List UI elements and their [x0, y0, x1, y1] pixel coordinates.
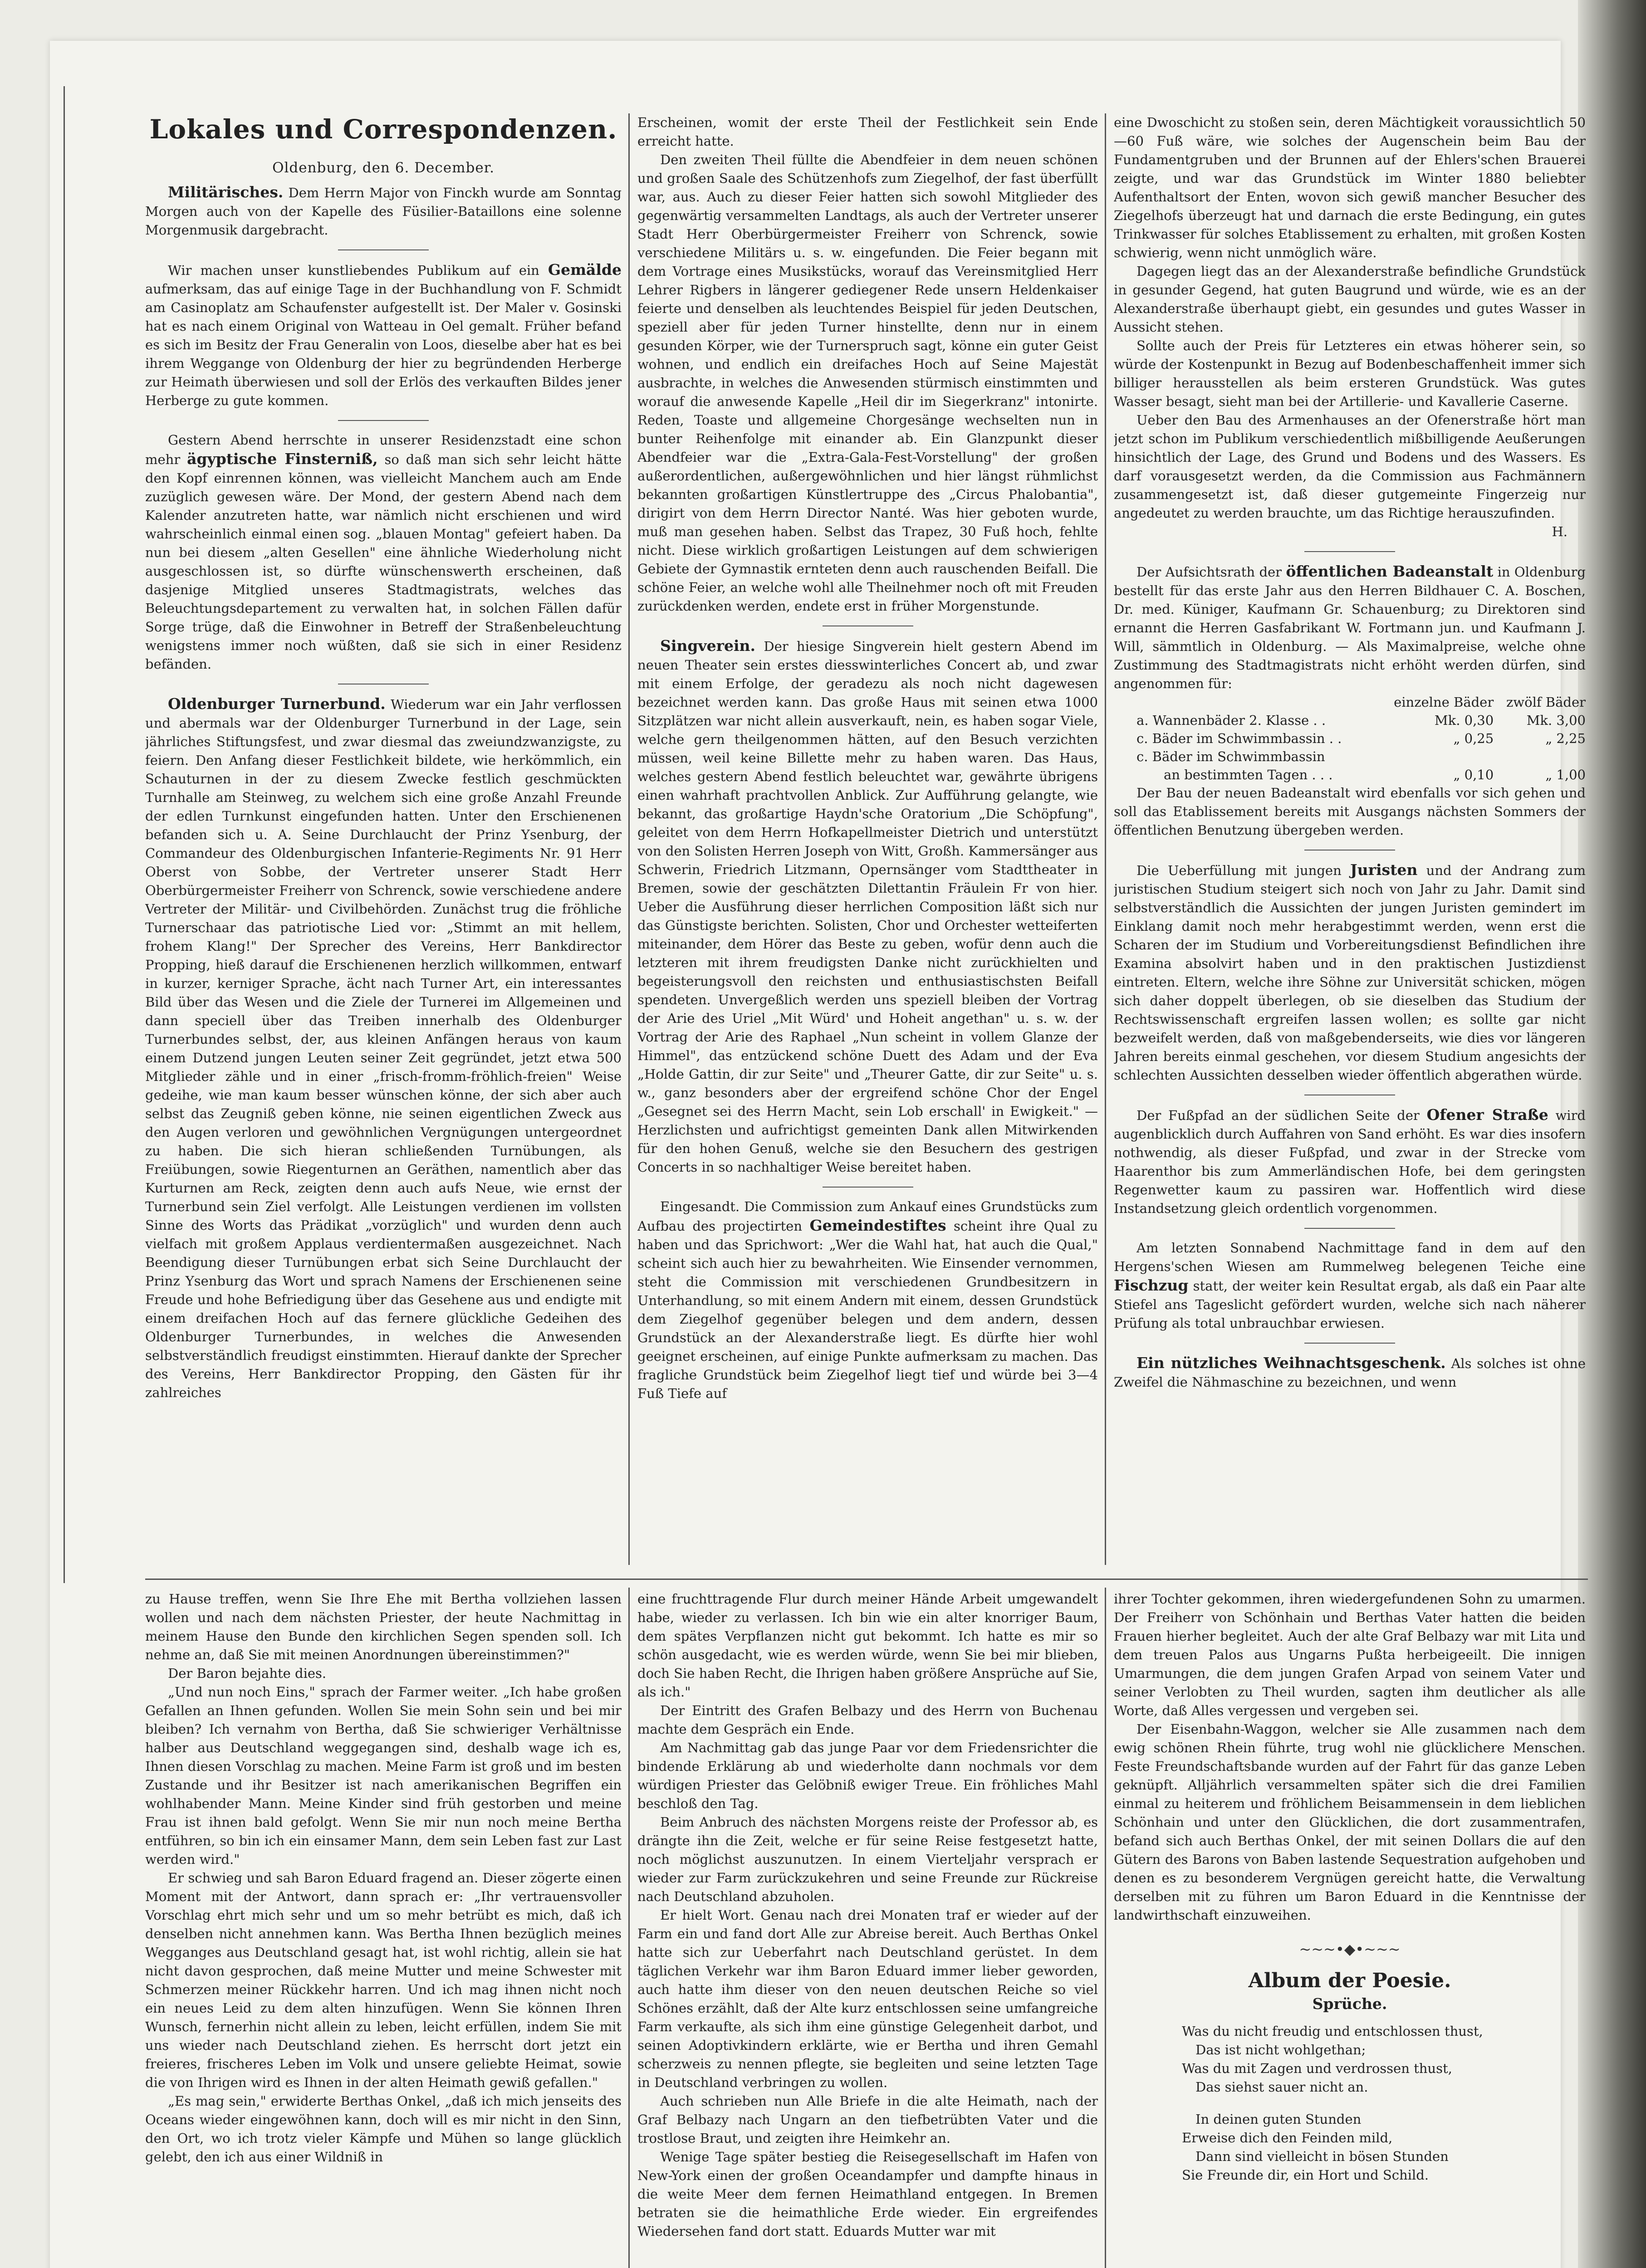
- poem-stanza: [1182, 2022, 1586, 2097]
- column-rule-2: [1105, 113, 1106, 1565]
- price-table: [1114, 693, 1586, 784]
- story-paragraph: „Es mag sein," erwiderte Berthas Onkel, „daß ich mich jenseits des Oceans wieder eingewöhnen kann, doch will es mir nicht in den Sinn, den Ort, wo ich trotz vieler Kämpfe und Mühen so lange glücklich gelebt, den ich aus einer Wildniß in: [145, 2093, 622, 2165]
- story-paragraph: Am Nachmittag gab das junge Paar vor dem Friedensrichter die bindende Erklärung ab und wiederholte dann nochmals vor dem würdigen Priester das Gelöbniß ewiger Treue. Ein fröhliches Mahl beschloß den Tag.: [637, 1740, 1098, 1811]
- price-row: a. Wannenbäder 2. Klasse . . Mk. 0,30 Mk. 3,00: [1137, 713, 1586, 728]
- headline-ofener-strasse: Ofener Straße: [1426, 1106, 1548, 1124]
- headline-singverein: Singverein.: [660, 637, 756, 655]
- feuilleton-column-2: [637, 1590, 1098, 2268]
- column-1: [145, 113, 622, 1569]
- feuilleton-rule-1: [628, 1588, 630, 2268]
- story-paragraph: Er hielt Wort. Genau nach drei Monaten traf er wieder auf der Farm ein und fand dort Alle zur Abreise bereit. Auch Berthas Onkel hatte sich zur Ueberfahrt nach Deutschland gerüstet. In dem täglichen Verkehr war ihm Baron Eduard immer lieber geworden, auch hatte ihm dieser von den neuen deutschen Reiche so viel Schönes erzählt, daß der Alte kurz entschlossen seine umfangreiche Farm verkaufte, als sich ihm eine günstige Gelegenheit darbot, und seinen Adoptivkindern erklärte, wie er Bertha und ihren Gemahl scherzweis zu nennen pflegte, sie begleiten und seine letzten Tage in Deutschland verbringen zu wollen.: [637, 1907, 1098, 2090]
- article-weihnachtsgeschenk: Ein nützliches Weihnachtsgeschenk. Als solches ist ohne Zweifel die Nähmaschine zu bezeichnen, und wenn: [1114, 1354, 1586, 1390]
- headline-militaer: Militärisches.: [168, 183, 284, 201]
- story-paragraph: Auch schrieben nun Alle Briefe in die alte Heimath, nach der Graf Belbazy nach Ungarn an den tiefbetrübten Vater und die trostlose Braut, und zeigten ihre Heimkehr an.: [637, 2093, 1098, 2146]
- divider: [823, 1187, 913, 1188]
- price-row: c. Bäder im Schwimmbassin . . „ 0,25 „ 2,25: [1137, 731, 1586, 746]
- section-title: Lokales und Correspondenzen.: [149, 114, 617, 145]
- poem-line: Sie Freunde dir, ein Hort und Schild.: [1182, 2167, 1429, 2183]
- story-paragraph: zu Hause treffen, wenn Sie Ihre Ehe mit Bertha vollziehen lassen wollen und nach dem nächsten Priester, der heute Nachmittag in meinem Hause den Bunde den kirchlichen Segen spenden soll. Ich nehme an, daß Sie mit meinen Anordnungen übereinstimmen?": [145, 1591, 622, 1662]
- feuilleton-rule: [145, 1579, 1588, 1580]
- story-paragraph: Er schwieg und sah Baron Eduard fragend an. Dieser zögerte einen Moment mit der Antwort, dann sprach er: „Ihr vertrauensvoller Vorschlag ehrt mich sehr und um so mehr betrübt es mich, daß ich denselben nicht annehmen kann. Was Bertha Ihnen bezüglich meines Wegganges aus Deutschland gesagt hat, ist wohl richtig, allein sie hat nicht davon gesprochen, daß meine Mutter und meine Schwester mit Schmerzen meiner Rückkehr harren. Und ich mag ihnen nicht noch ein neues Leid zu dem alten hinzufügen. Wenn Sie können Ihren Wunsch, fernerhin nicht allein zu leben, leicht erfüllen, indem Sie mit uns wieder nach Deutschland ziehen. Es herrscht dort jetzt ein freieres, frischeres Leben im Volk und unsere geliebte Heimat, sowie die von Ihrigen wird es Ihnen in der alten Heimath gewiß gefallen.": [145, 1870, 622, 2090]
- article-gemaelde: Wir machen unser kunstliebendes Publikum auf ein Gemälde aufmerksam, das auf einige Tage in der Buchhandlung von F. Schmidt am Casinoplatz am Schaufenster aufgestellt ist. Der Maler v. Gosinski hat es nach einem Original von Watteau in Oel gemalt. Früher befand es sich im Besitz der Frau Generalin von Loos, dieselbe aber hat es bei ihrem Weggange von Oldenburg der hier zu begründenden Herberge zur Heimath überwiesen und soll der Erlös des verkauften Bildes jener Herberge zu gute kommen.: [145, 261, 622, 408]
- dateline: Oldenburg, den 6. December.: [272, 160, 495, 176]
- price-header-twelve: zwölf Bäder: [1506, 694, 1586, 710]
- divider: [1304, 551, 1395, 552]
- article-juristen: Die Ueberfüllung mit jungen Juristen und der Andrang zum juristischen Studium steigert sich noch von Jahr zu Jahr. Damit sind selbstverständlich die Aussichten der jungen Juristen gemindert im Einklang damit noch mehr herabgestimmt werden, wenn erst die Scharen der im Studium und Vorbereitungsdienst Befindlichen ihre Examina absolvirt haben und in den praktischen Justizdienst eintreten. Eltern, welche ihre Söhne zur Universität schicken, mögen sich daher doppelt überlegen, ob sie dieselben das Studium der Rechtswissenschaft ergreifen lassen wollen; es sollte gar nicht bezweifelt werden, daß von maßgebenderseits, wie dies vor längeren Jahren bereits einmal geschehen, vor diesem Studium angesichts der schlechten Aussichten desselben wieder öffentlich abgerathen würde.: [1114, 861, 1586, 1083]
- article-turnerbund: Oldenburger Turnerbund. Wiederum war ein Jahr verflossen und abermals war der Oldenburger Turnerbund in der Lage, sein jährliches Stiftungsfest, und zwar diesmal das zweiundzwanzigste, zu feiern. Den Anfang dieser Festlichkeit bildete, wie herkömmlich, ein Schauturnen in der zu diesem Zwecke festlich geschmückten Turnhalle am Steinweg, zu welchem sich eine große Anzahl Freunde der edlen Turnkunst eingefunden hatten. Unter den Erschienenen befanden sich u. A. Seine Durchlaucht der Prinz Ysenburg, der Commandeur des Oldenburgischen Infanterie-Regiments Nr. 91 Herr Oberst von Sobbe, der Vertreter unserer Stadt Herr Oberbürgermeister Freiherr von Schrenck, sowie verschiedene andere Vertreter der Militär- und Civilbehörden. Zunächst trug die fröhliche Turnerschaar das patriotische Lied vor: „Stimmt an mit hellem, frohem Klang!" Der Sprecher des Vereins, Herr Bankdirector Propping, hieß darauf die Erschienenen herzlich willkommen, entwarf in kurzer, kerniger Sprache, ächt nach Turner Art, ein interessantes Bild über das Wesen und die Ziele der Turnerei im Allgemeinen und dann speciell über das Treiben innerhalb des Oldenburger Turnerbundes selbst, der, aus kleinen Anfängen heraus von kaum einem Dutzend jungen Leuten seiner Zeit gegründet, jetzt etwa 500 Mitglieder zähle und in einer „frisch-fromm-fröhlich-freien" Weise gedeihe, wie man kaum besser wünschen könne, der sich aber auch selbst das Zeugniß geben könne, nie seinen eigentlichen Zweck aus den Augen verloren und gewöhnlichen Vergnügungen untergeordnet zu haben. Die sich hieran schließenden Turnübungen, als Freiübungen, sowie Riegenturnen an Geräthen, namentlich aber das Kurturnen am Reck, zeigten denn auch aufs Neue, wie ernst der Turnerbund sein Ziel verfolgt. Alle Leistungen verdienen im vollsten Sinne des Worts das Prädikat „vorzüglich" und wurden denn auch vielfach mit großem Applaus verdientermaßen ausgezeichnet. Nach Beendigung dieser Turnübungen erbat sich Seine Durchlaucht der Prinz Ysenburg das Wort und sprach Namens der Erschienenen seine Freude und hohe Befriedigung über das Gesehene aus und endigte mit einem dreifachen Hoch auf das fernere glückliche Gedeihen des Oldenburger Turnerbundes, in welches die Anwesenden selbstverständlich freudigst einstimmten. Hierauf dankte der Sprecher des Vereins, Herr Bankdirector Propping, den Gästen für ihr zahlreiches: [145, 695, 622, 1400]
- article-militaer: Militärisches. Dem Herrn Major von Finckh wurde am Sonntag Morgen auch von der Kapelle des Füsilier-Bataillons eine solenne Morgenmusik dargebracht.: [145, 183, 622, 238]
- divider: [1304, 1228, 1395, 1229]
- signature: H.: [1552, 524, 1568, 539]
- column-2: [637, 113, 1098, 1569]
- poem-line: Was du nicht freudig und entschlossen thust,: [1182, 2024, 1483, 2039]
- story-paragraph: „Und nun noch Eins," sprach der Farmer weiter. „Ich habe großen Gefallen an Ihnen gefunden. Wollen Sie mein Sohn sein und bei mir bleiben? Ich vernahm von Bertha, daß Sie schwieriger Verhältnisse halber aus Deutschland weggegangen sind, deshalb wage ich es, Ihnen diesen Vorschlag zu machen. Meine Farm ist groß und im besten Zustande und ihr Besitzer ist nach amerikanischen Begriffen ein wohlhabender Mann. Meine Kinder sind früh gestorben und meine Frau ist ihnen bald gefolgt. Wenn Sie mir nun noch meine Bertha entführen, so bin ich ein einsamer Mann, dem sein Leben fast zur Last werden wird.": [145, 1684, 622, 1867]
- left-border: [64, 86, 65, 1583]
- article-badeanstalt-bau: Der Bau der neuen Badeanstalt wird ebenfalls vor sich gehen und soll das Etablissement bereits mit Ausgangs nächsten Sommers der öffentlichen Benutzung übergeben werden.: [1114, 785, 1586, 838]
- story-paragraph: Beim Anbruch des nächsten Morgens reiste der Professor ab, es drängte ihn die Zeit, welche er für seine Reise festgesetzt hatte, noch möglichst auszunutzen. In einem Vierteljahr versprach er wieder zur Farm zurückzukehren und seine Freunde zur Rückreise nach Deutschland abzuholen.: [637, 1814, 1098, 1904]
- feuilleton-rule-2: [1105, 1588, 1106, 2268]
- price-row: an bestimmten Tagen . . . „ 0,10 „ 1,00: [1164, 767, 1586, 782]
- story-paragraph: eine fruchttragende Flur durch meiner Hände Arbeit umgewandelt habe, wieder zu verlassen. Ich bin wie ein alter knorriger Baum, dem spätes Verpflanzen nicht gut bekommt. Ich hatte es mir so schön ausgedacht, wie es werden würde, wenn Sie bei mir blieben, doch Sie haben Recht, die Ihrigen haben größere Ansprüche auf Sie, als ich.": [637, 1591, 1098, 1700]
- poem-line: Was du mit Zagen und verdrossen thust,: [1182, 2061, 1452, 2076]
- price-header-row: [1114, 693, 1586, 711]
- poem-line: Erweise dich den Feinden mild,: [1182, 2130, 1393, 2146]
- article-finsternis: Gestern Abend herrschte in unserer Residenzstadt eine schon mehr ägyptische Finsterniß, so daß man sich sehr leicht hätte den Kopf einrennen können, was vielleicht Manchem auch am Ende zuzüglich gewesen wäre. Der Mond, der gestern Abend nach dem Kalender anzutreten hatte, war nämlich nicht erschienen und wird wahrscheinlich einmal einen sog. „blauen Montag" gefeiert haben. Da nun bei diesem „alten Gesellen" eine ähnliche Wiederholung nicht ausgeschlossen ist, so dürfte wünschenswerth erscheinen, daß dasjenige Mitglied unseres Stadtmagistrats, welches das Beleuchtungsdepartement zu verwalten hat, in solchen Fällen dafür Sorge trüge, daß die Einwohner in Betreff der Straßenbeleuchtung wenigstens immer noch wüßten, daß sie sich in einer Residenz befänden.: [145, 432, 622, 672]
- headline-gemaelde: Gemälde: [548, 261, 622, 279]
- article-preis: Sollte auch der Preis für Letzteres ein etwas höherer sein, so würde der Kostenpunkt in Bezug auf Bodenbeschaffenheit immer sich billiger herausstellen als beim ersteren Grundstück. Was gutes Wasser besagt, sieht man bei der Artillerie- und Kavallerie Caserne.: [1114, 338, 1586, 409]
- story-paragraph: Der Baron bejahte dies.: [168, 1666, 327, 1681]
- divider: [338, 420, 429, 421]
- story-paragraph: Wenige Tage später bestieg die Reisegesellschaft im Hafen von New-York einen der großen Oceandampfer und dampfte hinaus in die weite Meer dem fernen Heimathland entgegen. In Bremen betraten sie die heimathliche Erde wieder. Ein ergreifendes Wiedersehen fand dort statt. Eduards Mutter war mit: [637, 2149, 1098, 2239]
- article-alexanderstrasse: Dagegen liegt das an der Alexanderstraße befindliche Grundstück in gesunder Gegend, hat guten Baugrund und würde, wie es an der Alexanderstraße überhaupt giebt, ein gesundes und gutes Wasser in Aussicht stehen.: [1114, 264, 1586, 335]
- poem-line: Das siehst sauer nicht an.: [1195, 2079, 1368, 2095]
- book-binding: [1578, 0, 1646, 2268]
- poem: [1114, 2022, 1586, 2185]
- headline-badeanstalt: öffentlichen Badeanstalt: [1286, 562, 1494, 580]
- article-eingesandt-continued: eine Dwoschicht zu stoßen sein, deren Mächtigkeit voraussichtlich 50—60 Fuß wäre, wie solches der Augenschein beim Bau der Fundamentgruben und der Brunnen auf der Ehlers'schen Brauerei zeigte, und war das Grundstück im Winter 1880 beliebter Aufenthaltsort der Enten, wovon sich gewiß mancher Besucher des Ziegelhofs überzeugt hat und darnach die erste Bedingung, ein gutes Trinkwasser für solches Etablissement zu erhalten, mit großen Kosten schwierig, wenn nicht unmöglich wäre.: [1114, 115, 1586, 260]
- price-header-single: einzelne Bäder: [1394, 694, 1494, 710]
- article-turnerbund-continued: Erscheinen, womit der erste Theil der Festlichkeit sein Ende erreicht hatte.: [637, 115, 1098, 149]
- article-fischzug: Am letzten Sonnabend Nachmittage fand in dem auf den Hergens'schen Wiesen am Rummelweg belegenen Teiche eine Fischzug statt, der weiter kein Resultat ergab, als daß ein Paar alte Stiefel ans Tageslicht gefördert wurden, welche sich nach näherer Prüfung als total unbrauchbar erwiesen.: [1114, 1240, 1586, 1331]
- price-row: c. Bäder im Schwimmbassin: [1137, 749, 1325, 764]
- feuilleton-column-1: [145, 1590, 622, 2268]
- column-3: [1114, 113, 1586, 1569]
- article-armenhaus: Ueber den Bau des Armenhauses an der Ofenerstraße hört man jetzt schon im Publikum verschiedentlich mißbilligende Aeußerungen hinsichtlich der Lage, des Grund und Bodens und des Wassers. Es darf vorausgesetzt werden, da die Commission aus Fachmännern zusammengesetzt ist, daß dieser gutgemeinte Fingerzeig nur angedeutet zu werden brauchte, um das Richtige herauszufinden.: [1114, 412, 1586, 521]
- poem-line: Das ist nicht wohlgethan;: [1195, 2042, 1366, 2058]
- headline-fischzug: Fischzug: [1114, 1276, 1189, 1294]
- story-paragraph: Der Eintritt des Grafen Belbazy und des Herrn von Buchenau machte dem Gespräch ein Ende.: [637, 1703, 1098, 1737]
- article-fusspfad: Der Fußpfad an der südlichen Seite der Ofener Straße wird augenblicklich durch Auffahren von Sand erhöht. Es war dies insofern nothwendig, als dieser Fußpfad, und zwar in der Strecke vom Haarenthor bis zum Ammerländischen Hofe, bei dem geringsten Regenwetter kaum zu passiren war. Hoffentlich wird diese Instandsetzung gleich ordentlich vorgenommen.: [1114, 1106, 1586, 1216]
- article-badeanstalt: Der Aufsichtsrath der öffentlichen Badeanstalt in Oldenburg bestellt für das erste Jahr aus den Herren Bildhauer C. A. Boschen, Dr. med. Küniger, Kaufmann Gr. Schauenburg; zu Direktoren sind ernannt die Herren Gasfabrikant W. Fortmann jun. und Kaufmann J. Will, sämmtlich in Oldenburg. — Als Maximalpreise, welche ohne Zustimmung des Stadtmagistrats nicht erhöht werden dürfen, sind angenommen für:: [1114, 562, 1586, 691]
- column-rule-1: [628, 113, 630, 1565]
- story-paragraph: Der Eisenbahn-Waggon, welcher sie Alle zusammen nach dem ewig schönen Rhein führte, trug wohl nie glücklichere Menschen. Feste Freundschaftsbande wurden auf der Fahrt für das ganze Leben geknüpft. Alljährlich versammelten später sich die drei Familien einmal zu heiterem und fröhlichem Beisammensein in dem lieblichen Schönhain und unter den Glücklichen, die dort zusammentrafen, befand sich auch Berthas Onkel, der mit seinen Dollars die auf den Gütern des Barons von Baben lastende Sequestration aufgehoben und denen es zu besonderem Vergnügen gereicht hatte, die Verwaltung derselben mit zu führen um Baron Eduard in die Kenntnisse der landwirthschaft einzuweihen.: [1114, 1721, 1586, 1923]
- article-eingesandt: Eingesandt. Die Commission zum Ankauf eines Grundstücks zum Aufbau des projectirten Gemeindestiftes scheint ihre Qual zu haben und das Sprichwort: „Wer die Wahl hat, hat auch die Qual," scheint sich auch hier zu bewahrheiten. Wie Einsender vernommen, steht die Commission mit verschiedenen Grundbesitzern in Unterhandlung, so mit einem Andern mit einem, dessen Grundstück dem Ziegelhof gegenüber belegen und dem andern, dessen Grundstück an der Alexanderstraße liegt. Es dürfte hier wohl geeignet erscheinen, auf einige Punkte aufmerksam zu machen. Das fragliche Grundstück beim Ziegelhof liegt tief und würde bei 3—4 Fuß Tiefe auf: [637, 1199, 1098, 1401]
- divider: [1304, 1343, 1395, 1344]
- headline-weihnachtsgeschenk: Ein nützliches Weihnachtsgeschenk.: [1137, 1354, 1446, 1372]
- headline-juristen: Juristen: [1350, 861, 1418, 879]
- article-singverein: Singverein. Der hiesige Singverein hielt gestern Abend im neuen Theater sein erstes diesswinterliches Concert ab, und zwar mit einem Erfolge, der geradezu als noch nicht dagewesen bezeichnet werden kann. Das große Haus mit seinen etwa 1000 Sitzplätzen war nicht allein ausverkauft, nein, es haben sogar Viele, welche gern theilgenommen hätten, auf den Besuch verzichten müssen, weil keine Billette mehr zu haben waren. Das Haus, welches gestern Abend festlich beleuchtet war, gewährte übrigens einen wahrhaft prachtvollen Anblick. Zur Aufführung gelangte, wie bekannt, das großartige Haydn'sche Oratorium „Die Schöpfung", geleitet von dem Herrn Hofkapellmeister Dietrich und unterstützt von den Solisten Herren Joseph von Witt, Großh. Kammersänger aus Schwerin, Friedrich Litzmann, Opernsänger vom Stadttheater in Bremen, sowie der geschätzten Dilettantin Fräulein Fr von hier. Ueber die Ausführung dieser herrlichen Composition läßt sich nur das Günstigste berichten. Solisten, Chor und Orchester wetteiferten miteinander, dem Hörer das Beste zu geben, wofür denn auch die letzteren mit ihrem freudigsten Danke nicht zurückhielten und begeisterungsvoll den reichsten und enthusiastischsten Beifall spendeten. Unvergeßlich werden uns speziell bleiben der Vortrag der Arie des Uriel „Mit Würd' und Hoheit angethan" u. s. w. der Vortrag der Arie des Raphael „Nun scheint in vollem Glanze der Himmel", das entzückend schöne Duett des Adam und der Eva „Holde Gattin, dir zur Seite" und „Theurer Gatte, dir zur Seite" u. s. w., ganz besonders aber der ergreifend schöne Chor der Engel „Gesegnet sei des Herrn Macht, sein Lob erschall' in Ewigkeit." — Herzlichsten und aufrichtigst gemeinten Dank allen Mitwirkenden für den hohen Genuß, welche sie den Besuchern des gestrigen Concerts in so nachhaltiger Weise bereitet haben.: [637, 637, 1098, 1175]
- poem-subtitle: Sprüche.: [1312, 1995, 1387, 2013]
- poem-stanza: [1182, 2110, 1586, 2185]
- poem-line: Dann sind vielleicht in bösen Stunden: [1195, 2149, 1449, 2164]
- headline-gemeindestift: Gemeindestiftes: [809, 1217, 946, 1234]
- story-paragraph: ihrer Tochter gekommen, ihren wiedergefundenen Sohn zu umarmen. Der Freiherr von Schönhain und Berthas Vater hatten die beiden Frauen hierher begleitet. Auch der alte Graf Belbazy war mit Lita und dem treuen Palos aus Ungarns Pußta herbeigeeilt. Die innigen Umarmungen, die dem jungen Grafen Arpad von seinem Vater und seiner Verlobten zu Theil wurden, sagten ihm deutlicher als alle Worte, daß Alles vergessen und vergeben sei.: [1114, 1591, 1586, 1718]
- divider: [338, 249, 429, 250]
- poem-line: In deinen guten Stunden: [1195, 2112, 1362, 2127]
- ornament-divider: ~~~•◆•~~~: [1299, 1941, 1401, 1958]
- headline-finsternis: ägyptische Finsterniß,: [187, 450, 378, 468]
- article-abendfeier: Den zweiten Theil füllte die Abendfeier in dem neuen schönen und großen Saale des Schützenhofs zum Ziegelhof, der fast überfüllt war, aus. Auch zu dieser Feier hatten sich sowohl Mitglieder des gegenwärtig versammelten Landtags, als auch der Vertreter unserer Stadt Herr Oberbürgermeister Freiherr von Schrenck, sowie verschiedene Militärs u. s. w. eingefunden. Die Feier begann mit dem Vortrage eines Musikstücks, worauf das Vereinsmitglied Herr Lehrer Rigbers in längerer gediegener Rede unsern Heldenkaiser feierte und denselben als leuchtendes Beispiel für jeden Deutschen, speziell aber für jeden Turner hinstellte, denn nur in einem gesunden Körper, wie der Turnerspruch sagt, könne ein guter Geist wohnen, und endlich ein dreifaches Hoch auf Seine Majestät ausbrachte, in welches die Anwesenden stürmisch einstimmten und worauf die anwesende Kapelle „Heil dir im Siegerkranz" intonirte. Reden, Toaste und allgemeine Chorgesänge wechselten nun in bunter Reihenfolge mit einander ab. Ein Glanzpunkt dieser Abendfeier war die „Extra-Gala-Fest-Vorstellung" der großen außerordentlichen, außergewöhnlichen und hier längst rühmlichst bekannten großartigen Künstlertruppe des „Circus Phalobantia", dirigirt von dem Herrn Director Nanté. Was hier geboten wurde, muß man gesehen haben. Selbst das Trapez, 30 Fuß hoch, fehlte nicht. Diese wirklich großartigen Leistungen auf dem schwierigen Gebiete der Gymnastik ernteten denn auch rauschenden Beifall. Die schöne Feier, an welche wohl alle Theilnehmer noch oft mit Freuden zurückdenken werden, endete erst in früher Morgenstunde.: [637, 152, 1098, 614]
- feuilleton-column-3: [1114, 1590, 1586, 2268]
- headline-turnerbund: Oldenburger Turnerbund.: [168, 695, 386, 713]
- poem-section-title: Album der Poesie.: [1248, 1969, 1451, 1992]
